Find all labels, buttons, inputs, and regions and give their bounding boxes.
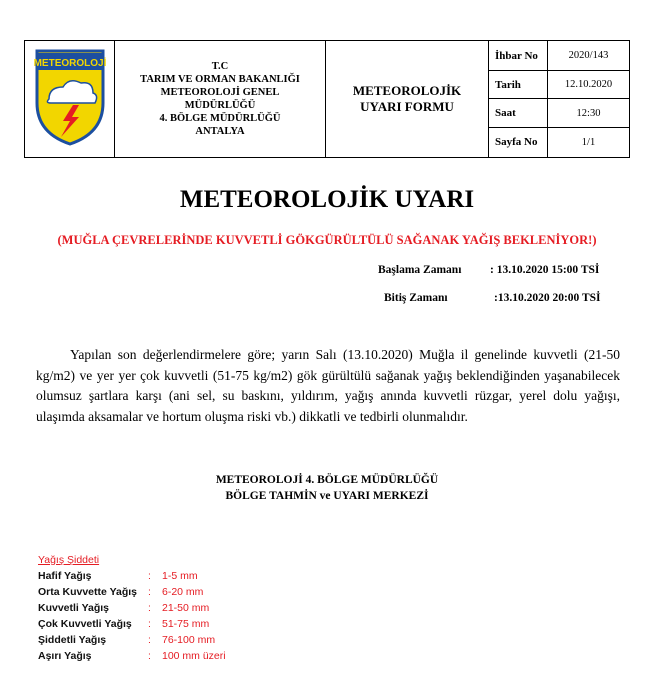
legend-value: 21-50 mm [162, 602, 210, 614]
start-time-value: : 13.10.2020 15:00 TSİ [490, 264, 600, 276]
legend-colon: : [148, 618, 151, 630]
legend-value: 1-5 mm [162, 570, 198, 582]
legend-value: 51-75 mm [162, 618, 210, 630]
meta-value-sayfa: 1/1 [548, 127, 630, 157]
meteoroloji-logo [33, 47, 107, 147]
form-title-line1: METEOROLOJİK [352, 83, 462, 98]
meta-label-ihbar: İhbar No [489, 41, 548, 71]
legend-label: Çok Kuvvetli Yağış [38, 618, 132, 630]
warning-subtitle: (MUĞLA ÇEVRELERİNDE KUVVETLİ GÖKGÜRÜLTÜLÜ SAĞANAK YAĞIŞ BEKLENİYOR!) [57, 233, 597, 247]
logo-text: METEOROLOJİ [33, 57, 106, 69]
org-line: 4. BÖLGE MÜDÜRLÜĞÜ [159, 113, 281, 124]
warning-body-text: Yapılan son değerlendirmelere göre; yarın Salı (13.10.2020) Muğla il genelinde kuvvetli (21-50 kg/m2) ve yer yer çok kuvvetli (51-75 kg/m2) gök gürültülü sağanak yağış beklendiğinden yaşanabilecek olumsuz şartlara karşı (ani sel, su baskını, yıldırım, yağış anında kuvvetli rüzgar, yerel dolu yağışı, ulaşımda aksamalar ve hortum oluşma riski vb.) dikkatli ve tedbirli olunmalıdır. [36, 347, 620, 424]
org-line: TARIM VE ORMAN BAKANLIĞI [140, 74, 300, 85]
legend-label: Orta Kuvvette Yağış [38, 586, 138, 598]
legend-label: Hafif Yağış [38, 570, 92, 582]
form-title-line2: UYARI FORMU [360, 99, 454, 114]
legend-colon: : [148, 602, 151, 614]
legend-label: Kuvvetli Yağış [38, 602, 110, 614]
meta-value-ihbar: 2020/143 [548, 41, 630, 71]
legend-colon: : [148, 634, 151, 646]
legend-label: Aşırı Yağış [38, 650, 92, 662]
legend-value: 6-20 mm [162, 586, 204, 598]
organization-cell [115, 41, 326, 158]
org-line: T.C [211, 61, 229, 72]
signature-line2: BÖLGE TAHMİN ve UYARI MERKEZİ [225, 490, 429, 502]
logo-cell [25, 41, 115, 158]
meta-value-tarih: 12.10.2020 [548, 71, 630, 99]
legend-label: Şiddetli Yağış [38, 634, 107, 646]
org-line: METEOROLOJİ GENEL [160, 87, 280, 98]
legend-colon: : [148, 586, 151, 598]
meta-label-saat: Saat [489, 99, 548, 127]
start-time-label: Başlama Zamanı [378, 264, 462, 276]
legend-title: Yağış Şiddeti [38, 554, 100, 566]
page-title: METEOROLOJİK UYARI [179, 186, 475, 213]
header-table [24, 40, 630, 158]
legend-value: 76-100 mm [162, 634, 216, 646]
legend-value: 100 mm üzeri [162, 650, 226, 662]
meta-label-tarih: Tarih [489, 71, 548, 99]
end-time-label: Bitiş Zamanı [384, 292, 448, 304]
meta-value-saat: 12:30 [548, 99, 630, 127]
end-time-value: :13.10.2020 20:00 TSİ [494, 292, 601, 304]
form-title-cell [326, 41, 489, 158]
legend-colon: : [148, 650, 151, 662]
meta-label-sayfa: Sayfa No [489, 127, 548, 157]
signature-line1: METEOROLOJİ 4. BÖLGE MÜDÜRLÜĞÜ [215, 474, 439, 486]
org-line: MÜDÜRLÜĞÜ [184, 100, 256, 111]
legend-colon: : [148, 570, 151, 582]
org-line: ANTALYA [195, 126, 245, 137]
